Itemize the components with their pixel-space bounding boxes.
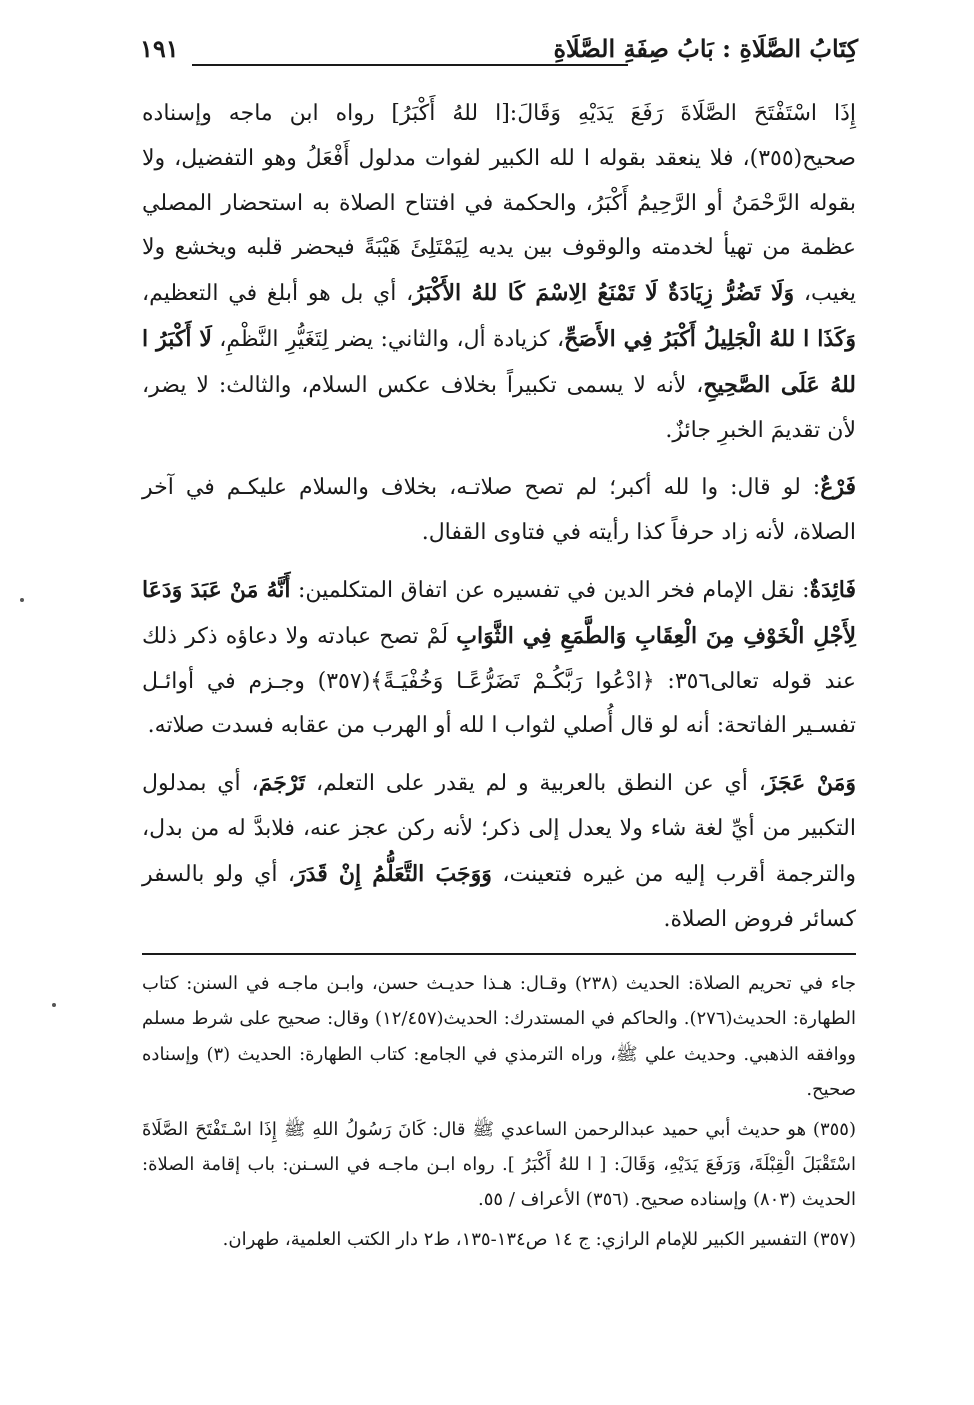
matn-text: وَلَا تَضُرُّ زِيَادَةٌ لَا تَمْنَعُ الِاسْمَ كَا للهُ الأَكْبَرُ	[413, 280, 795, 307]
matn-text: أَنَّهُ مَنْ عَبَدَ وَدَعَا لِأَجْلِ الْخَوْفِ مِنَ الْعِقَابِ وَالطَّمَعِ فِي الثَّوَابِ	[142, 576, 856, 649]
sharh-text: إِذَا اسْتَفْتَحَ الصَّلَاةَ رَفَعَ يَدَيْهِ وَقَالَ:[ا للهُ أَكْبَرُ] رواه ابن ماجه وإسناده صحيح	[142, 101, 856, 171]
matn-text: لَا أَكْبَرُ ا للهُ عَلَى الصَّحِيحِ	[142, 325, 856, 398]
sharh-text: وجـزم في أوائـل تفسـير الفاتحة: أنه لو قال أُصلي لثواب ا لله أو الهرب من عقابه فسدت صلاته.	[142, 668, 856, 739]
sharh-text: (٣٥٧)	[317, 668, 371, 694]
footnote-separator	[142, 953, 856, 955]
running-header	[140, 34, 858, 74]
footnote: (٣٥٥) هو حديث أبي حميد عبدالرحمن الساعدي ﷺ قال: كَانَ رَسُولُ اللهِ ﷺ إِذَا اسْـتَفْتَحَ الصَّلَاةَ اسْتَقْبَلَ الْقِبْلَةَ، وَرَفَعَ يَدَيْهِ، وَقَالَ: [ ا للهُ أَكْبَرُ ]. رواه ابـن ماجـه في السـنن: باب إقامة الصلاة: الحديث (٨٠٣) وإسناده صحيح. (٣٥٦) الأعراف / ٥٥.	[142, 1118, 856, 1211]
footnotes	[142, 966, 856, 1257]
sharh-text: ، أي عن النطق بالعربية و لم يقدر على التعلم،	[305, 771, 766, 797]
sharh-text: (٣٥٥)	[749, 145, 803, 171]
sharh-text: ، كزيادة أل، والثاني: يضر لِتَغَيُّرِ النَّظْمِ،	[211, 326, 565, 352]
page-number: ١٩١	[140, 34, 179, 63]
margin-mark	[20, 598, 24, 602]
sharh-text: ، لأنه لا يسمى تكبيراً بخلاف عكس السلام، والثالث: لا يضر، لأن تقديمَ الخبرِ جائزٌ.	[142, 372, 856, 443]
matn-text: فَرْعٌ	[820, 474, 856, 501]
matn-text: وَوَجَبَ التَّعَلُّمُ إِنْ قَدَرَ	[295, 860, 492, 887]
sharh-text: : نقل الإمام فخر الدين في تفسيره عن اتفاق المتكلمين:	[290, 577, 810, 603]
sharh-text: ، أي بل هو أبلغ في التعظيم،	[142, 281, 414, 307]
matn-text: وَكَذَا ا للهُ الْجَلِيلُ أَكْبَرُ فِي الأَصَحِّ	[564, 325, 857, 352]
main-text	[142, 92, 856, 954]
sharh-text: ، فلا ينعقد بقوله ا لله الكبير لفوات مدلول أَفْعَلُ وهو التفضيل، ولا بقوله الرَّحْمَنُ أو الرَّحِيمُ أَكْبَرُ، والحكمة في افتتاح الصلاة به استحضار المصلي عظمة من تهيأ لخدمته والوقوف بين يديه لِيَمْتَلِئَ هَيْبَةً فيحضر قلبه ويخشع ولا يغيب،	[142, 145, 856, 307]
matn-text: فَائِدَةٌ	[809, 576, 856, 603]
matn-text: وَمَنْ عَجَزَ	[765, 770, 856, 797]
matn-text: تَرْجَمَ	[258, 770, 306, 797]
footnote: (٣٥٧) التفسير الكبير للإمام الرازي: ج ١٤ ص١٣٤-١٣٥، ط٢ دار الكتب العلمية، طهران.	[222, 1228, 856, 1250]
paragraph	[142, 92, 856, 453]
sharh-text: : ﴿ادْعُوا رَبَّكُـمْ تَضَرُّعًـا وَخُفْيَـةً﴾	[370, 668, 675, 694]
sharh-text: : لو قال: وا لله أكبر؛ لم تصح صلاتـه، بخلاف والسلام عليكـم في آخر الصلاة، لأنه زاد حرفاً كذا رأيته في فتاوى القفال.	[142, 475, 856, 546]
header-rule	[192, 64, 628, 66]
margin-mark	[52, 1003, 56, 1007]
sharh-text: ، أي بمدلول التكبير من أيِّ لغة شاء ولا يعدل إلى ذكر؛ لأنه ركن عجز عنه، فلابدَّ له من بدل، والترجمة أقرب إليه من غيره فتعينت،	[142, 771, 856, 887]
sharh-text: ، أي ولو بالسفر كسائر فروض الصلاة.	[142, 861, 856, 932]
paragraph	[142, 568, 856, 749]
paragraph	[142, 465, 856, 556]
running-title: كِتَابُ الصَّلَاةِ : بَابُ صِفَةِ الصَّلَاةِ	[553, 34, 858, 63]
footnote: جاء في تحريم الصلاة: الحديث (٢٣٨) وقـال: هـذا حديـث حسن، وابـن ماجـه في السنن: كتاب الطهارة: الحديث(٢٧٦). والحاكم في المستدرك: الحديث(١٢/٤٥٧) وقال: صحيح على شرط مسلم ووافقه الذهبي. وحديث علي ﷺ، وراه الترمذي في الجامع: كتاب الطهارة: الحديث (٣) وإسناده صحيح.	[142, 973, 857, 1101]
sharh-text: ٣٥٦	[674, 668, 711, 694]
sharh-text: لَمْ تصح عبادته ولا دعاؤه ذكر ذلك عند قوله تعالى	[142, 623, 856, 694]
paragraph	[142, 761, 856, 942]
